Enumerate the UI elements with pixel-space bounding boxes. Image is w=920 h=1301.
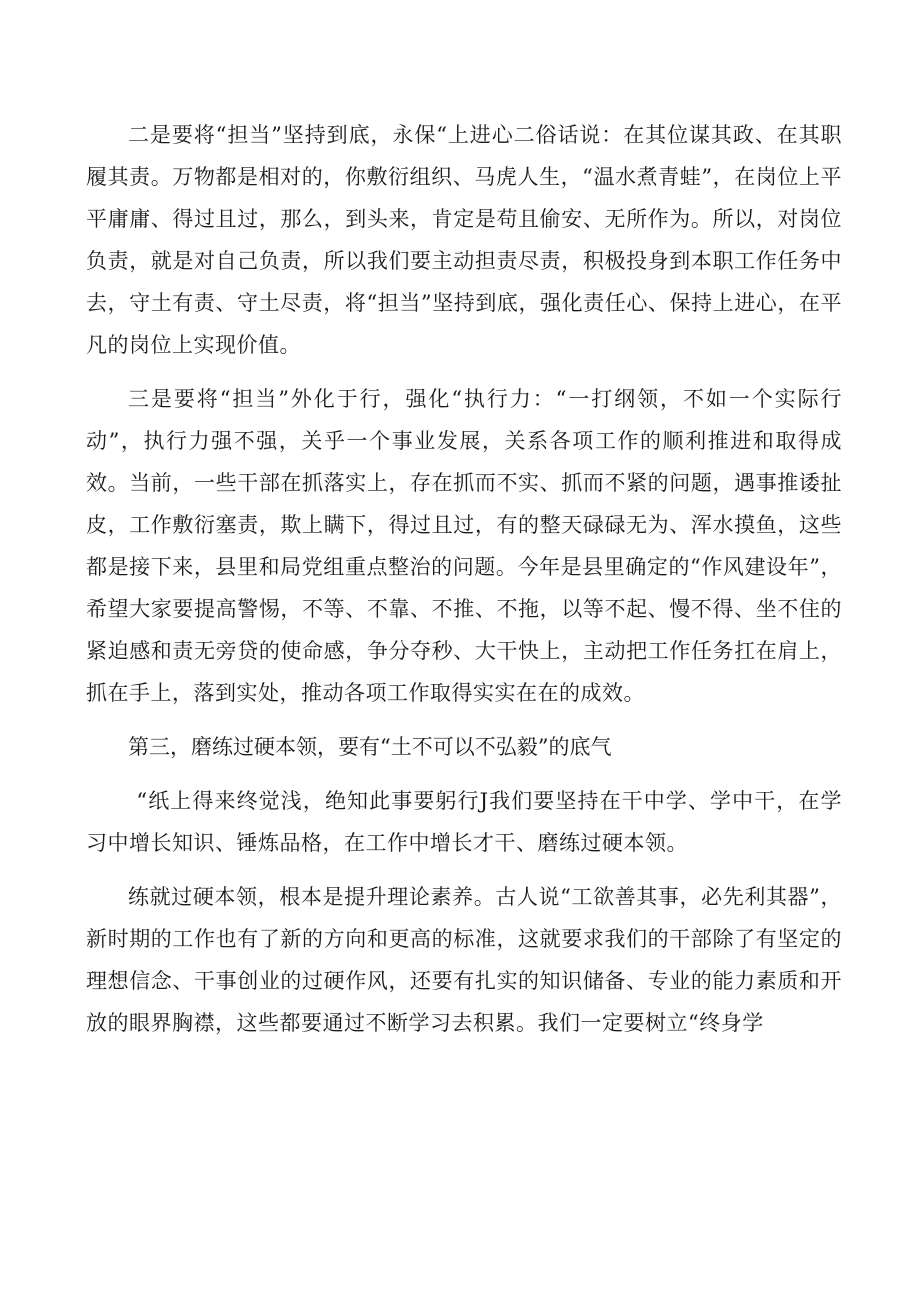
section-heading-third: 第三，磨练过硬本领，要有“土不可以不弘毅”的底气 [128,735,612,759]
document-page [86,114,842,1056]
paragraph-execution: 三是要将“担当”外化于行，强化“执行力：“一打纲领，不如一个实际行动”，执行力强不强，关乎一个事业发展，关系各项工作的顺利推进和取得成效。当前，一些干部在抓落实上，存在抓而不实、抓而不紧的问题，遇事推诿扯皮，工作敷衍塞责，欺上瞒下，得过且过，有的整天碌碌无为、浑水摸鱼，这些都是接下来，县里和局党组重点整治的问题。今年是县里确定的“作风建设年”，希望大家要提高警惕，不等、不靠、不推、不拖，以等不起、慢不得、坐不住的紧迫感和责无旁贷的使命感，争分夺秒、大干快上，主动把工作任务扛在肩上，抓在手上，落到实处，推动各项工作取得实实在在的成效。 [86,387,842,705]
paragraph-practice-quote: “纸上得来终觉浅，绝知此事要躬行J我们要坚持在干中学、学中干，在学习中增长知识、锤炼品格，在工作中增长才干、磨练过硬本领。 [86,789,842,855]
paragraph-theory-literacy: 练就过硬本领，根本是提升理论素养。古人说“工欲善其事，必先利其器”，新时期的工作也有了新的方向和更高的标准，这就要求我们的干部除了有坚定的理想信念、干事创业的过硬作风，还要有扎实的知识储备、专业的能力素质和开放的眼界胸襟，这些都要通过不断学习去积累。我们一定要树立“终身学 [86,885,842,1035]
paragraph-responsibility-to-end: 二是要将“担当”坚持到底，永保“上进心二俗话说：在其位谋其政、在其职履其责。万物都是相对的，你敷衍组织、马虎人生，“温水煮青蛙”，在岗位上平平庸庸、得过且过，那么，到头来，肯定是苟且偷安、无所作为。所以，对岗位负责，就是对自己负责，所以我们要主动担责尽责，积极投身到本职工作任务中去，守土有责、守土尽责，将“担当”坚持到底，强化责任心、保持上进心，在平凡的岗位上实现价值。 [86,123,842,357]
